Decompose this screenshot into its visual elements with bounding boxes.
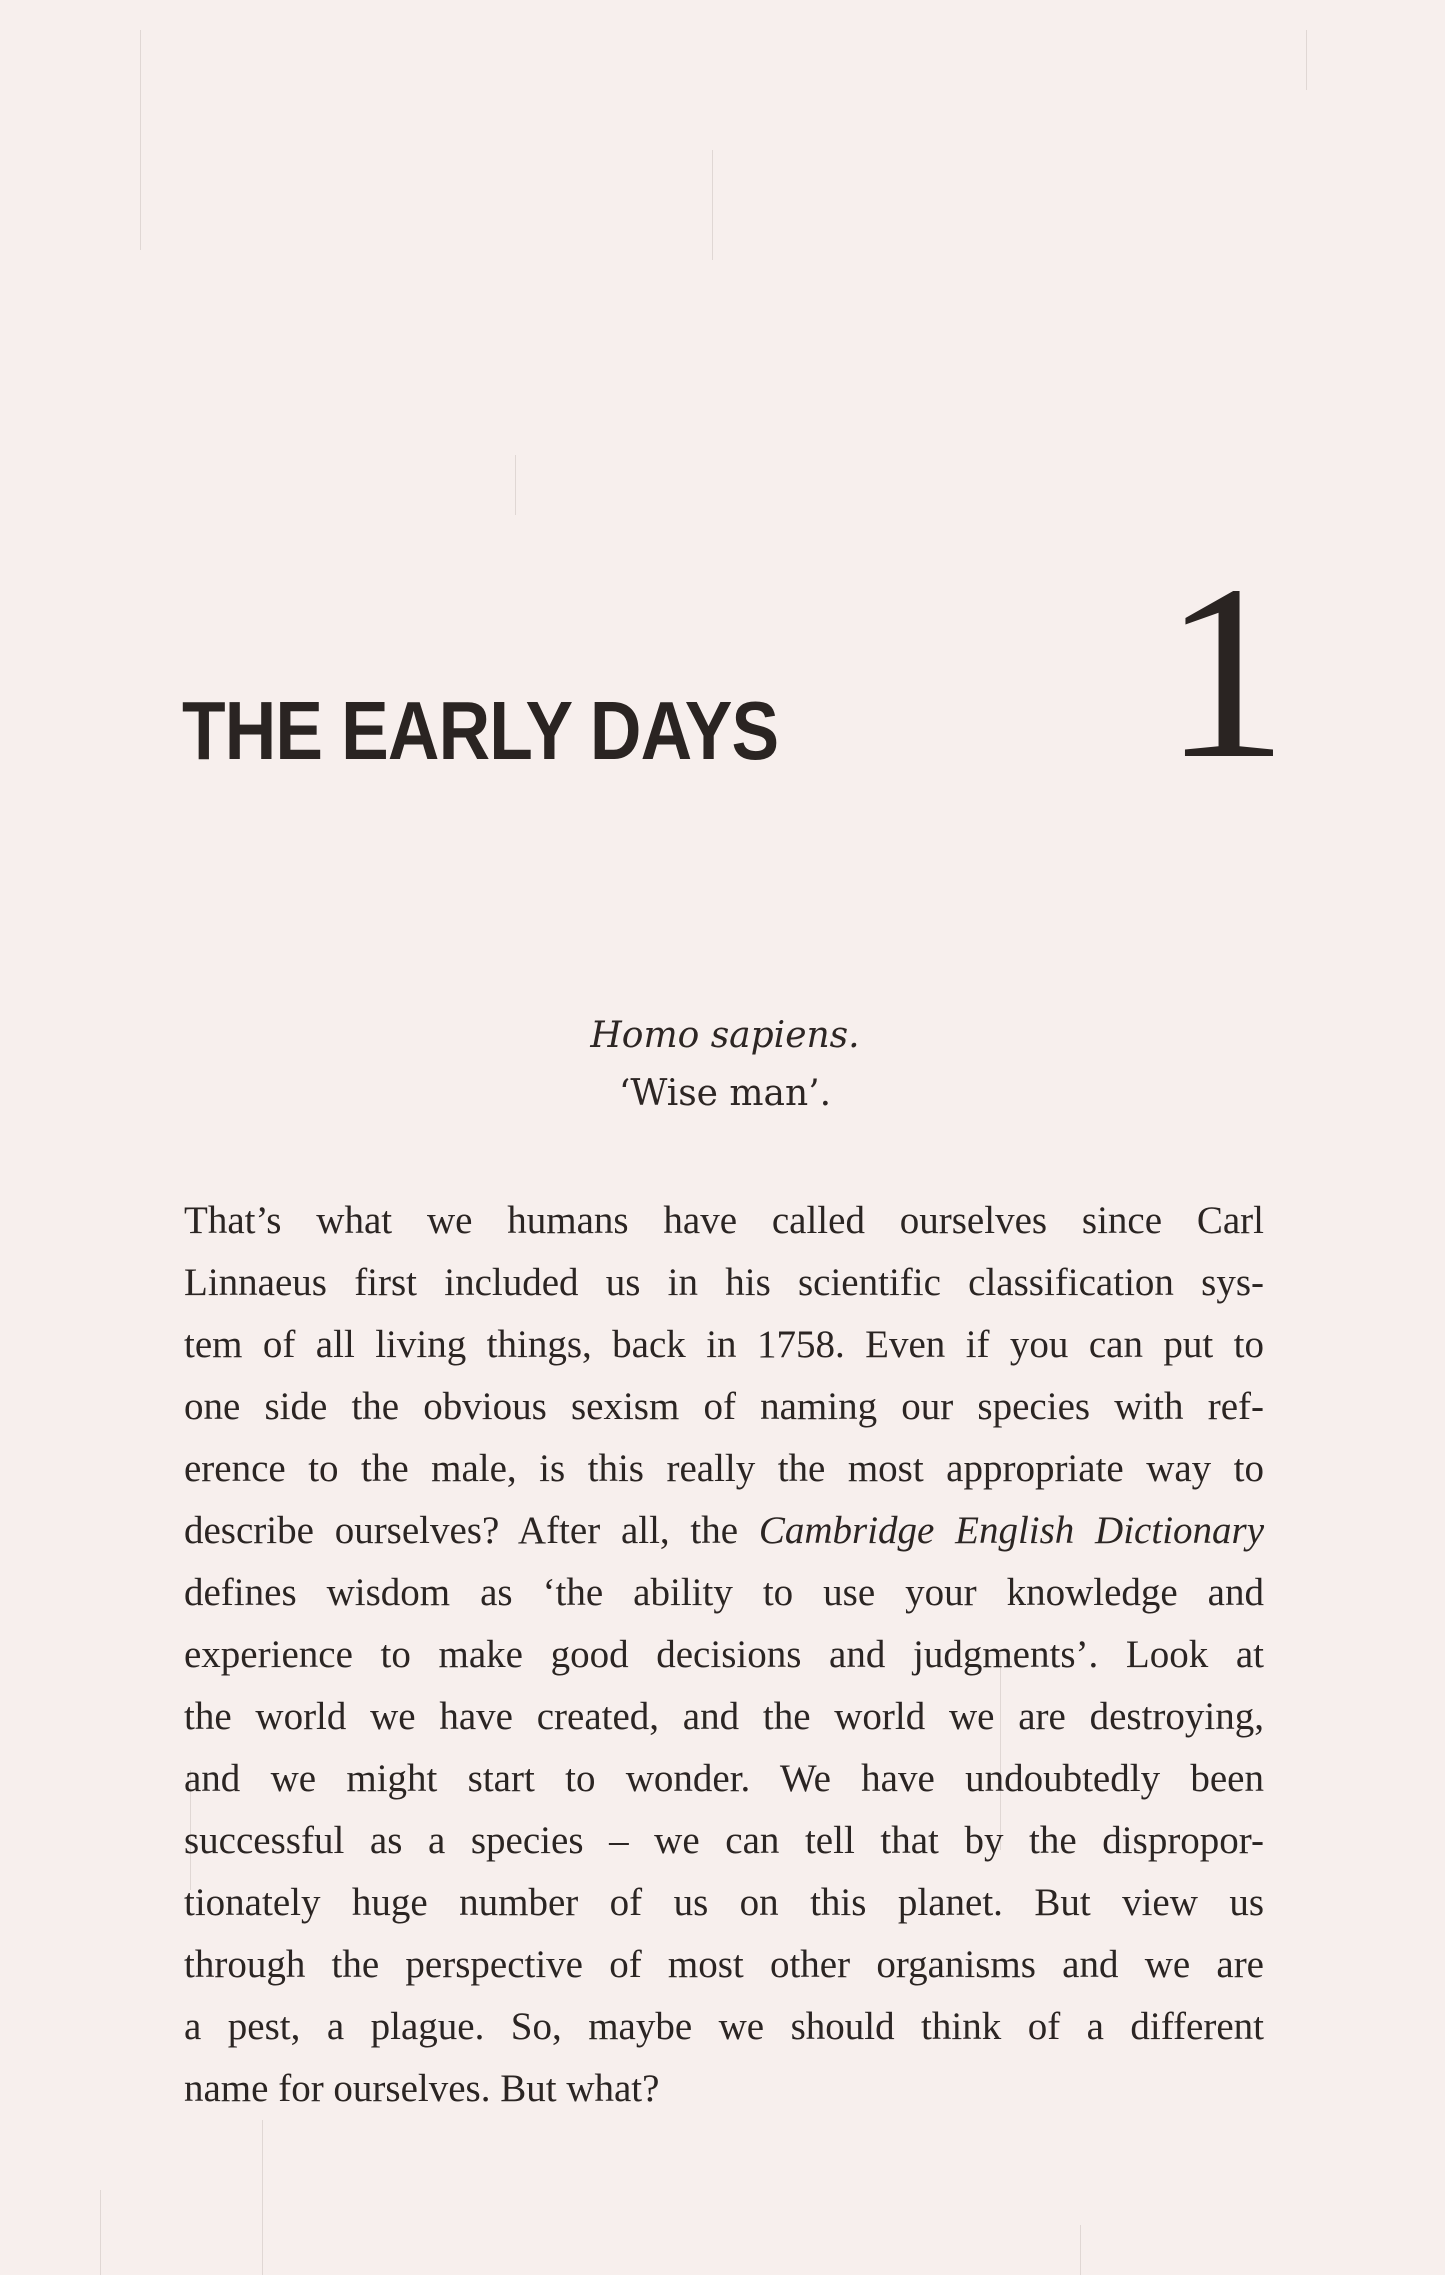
body-line: defines wisdom as ‘the ability to use your knowledge and <box>184 1571 1264 1614</box>
body-line: through the perspective of most other organisms and we are <box>184 1943 1264 1986</box>
scan-mark <box>712 150 713 260</box>
body-line: experience to make good decisions and judgments’. Look at <box>184 1633 1264 1676</box>
scan-mark <box>1306 30 1307 90</box>
scan-mark <box>140 30 141 250</box>
body-paragraph <box>184 1190 1264 2120</box>
body-line: a pest, a plague. So, maybe we should think of a different <box>184 2005 1264 2048</box>
chapter-number: 1 <box>1163 534 1288 811</box>
epigraph-latin: Homo sapiens. <box>590 1015 860 1056</box>
body-line: That’s what we humans have called ourselves since Carl <box>184 1199 1264 1242</box>
book-title: Cambridge English Dictionary <box>758 1509 1265 1552</box>
scan-mark <box>515 455 516 515</box>
scan-mark <box>100 2190 101 2275</box>
scan-mark <box>1080 2225 1081 2275</box>
body-line <box>184 1500 1264 1562</box>
scan-mark <box>262 2120 263 2275</box>
body-line: erence to the male, is this really the most appropriate way to <box>184 1447 1264 1490</box>
body-line: the world we have created, and the world we are destroying, <box>184 1695 1264 1738</box>
body-line: tem of all living things, back in 1758. Even if you can put to <box>184 1323 1264 1366</box>
body-line: tionately huge number of us on this planet. But view us <box>184 1881 1264 1924</box>
chapter-title: THE EARLY DAYS <box>182 684 779 777</box>
body-line: Linnaeus first included us in his scientific classification sys- <box>184 1261 1264 1304</box>
body-line: one side the obvious sexism of naming our species with ref- <box>184 1385 1264 1428</box>
body-line: successful as a species – we can tell that by the dispropor- <box>184 1819 1264 1862</box>
body-line: and we might start to wonder. We have undoubtedly been <box>184 1757 1264 1800</box>
body-line: name for ourselves. But what? <box>184 2067 660 2110</box>
body-line-text: describe ourselves? After all, the <box>184 1509 739 1552</box>
epigraph-translation: ‘Wise man’. <box>618 1073 832 1114</box>
